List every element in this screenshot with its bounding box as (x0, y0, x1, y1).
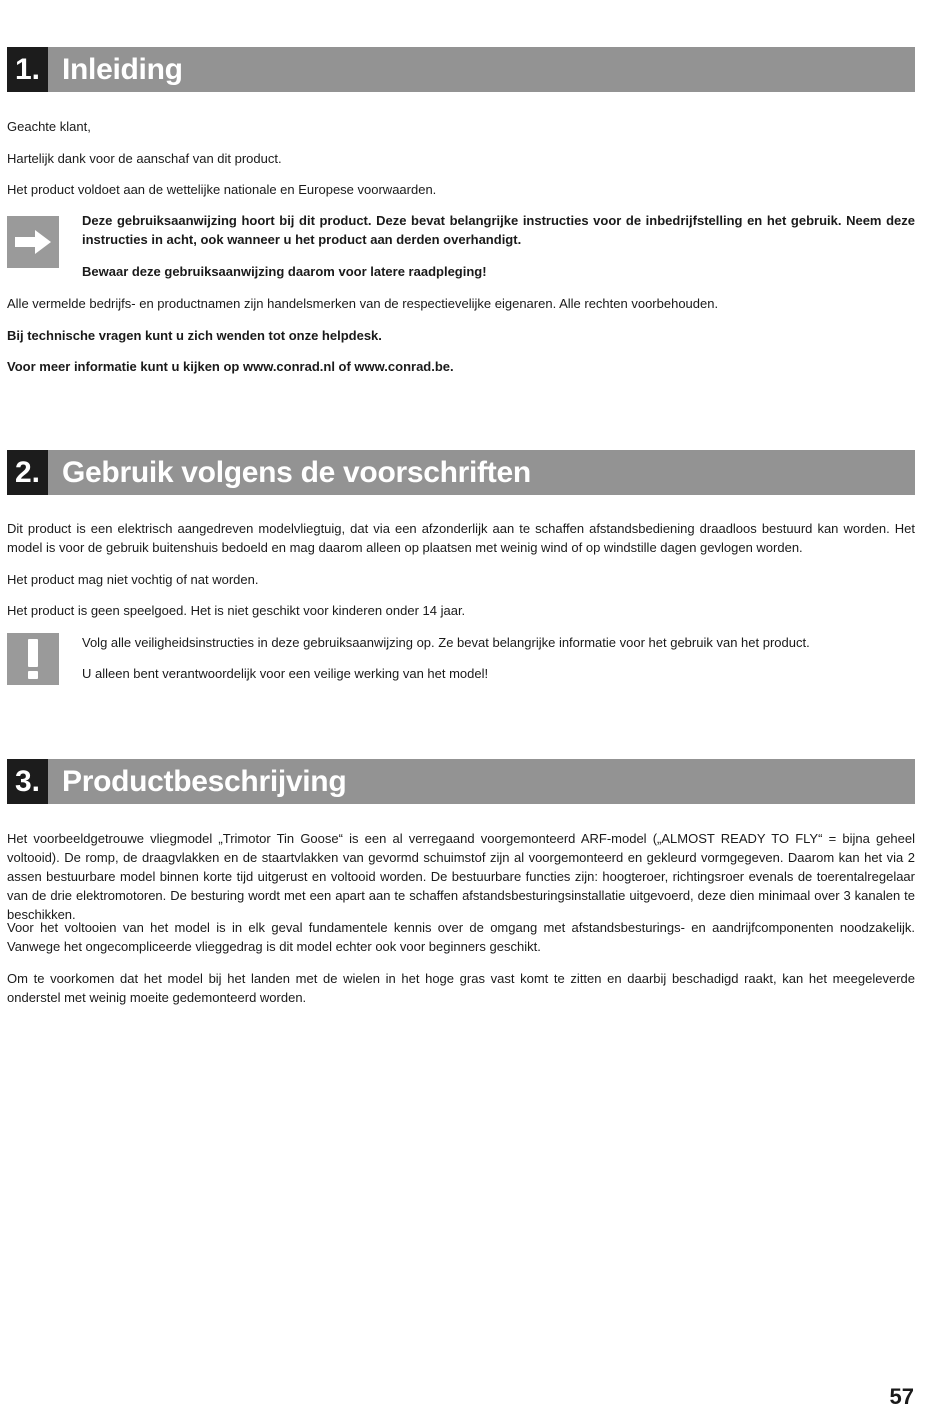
note-text-2: Bewaar deze gebruiksaanwijzing daarom voor latere raadpleging! (82, 264, 487, 279)
section-title: Gebruik volgens de voorschriften (48, 450, 915, 495)
section-number: 3. (7, 759, 48, 804)
section-header-inleiding (7, 47, 915, 92)
arrow-right-icon (7, 216, 59, 268)
thanks-text: Hartelijk dank voor de aanschaf van dit product. (7, 151, 282, 166)
note-text-1: Deze gebruiksaanwijzing hoort bij dit product. Deze bevat belangrijke instructies voor de inbedrijfstelling en het gebruik. Neem deze instructies in acht, ook wanneer u het product aan derden overhandigt. (82, 213, 915, 247)
section-number: 1. (7, 47, 48, 92)
section-header-gebruik (7, 450, 915, 495)
page-number: 57 (889, 1384, 914, 1409)
section-title: Inleiding (48, 47, 915, 92)
usage-paragraph-2: Het product mag niet vochtig of nat worden. (7, 572, 259, 587)
more-info-text: Voor meer informatie kunt u kijken op www.conrad.nl of www.conrad.be. (7, 359, 454, 374)
description-paragraph-1: Het voorbeeldgetrouwe vliegmodel „Trimotor Tin Goose“ is een al verregaand voorgemonteerd ARF-model („ALMOST READY TO FLY“ = bijna geheel voltooid). De romp, de draagvlakken en de staartvlakken van gevormd schuimstof zijn al voorgemonteerd en gekleurd vormgegeven. Daarom kan het via 2 assen bestuurbare model binnen korte tijd uitgerust en voltooid worden. De bestuurbare functies zijn: hoogteroer, richtingsroer evenals de toerentalregelaar van de drie elektromotoren. De besturing wordt met een apart aan te schaffen afstandsbesturingsinstallatie uitgevoerd, deze dien minimaal over 3 kanalen te beschikken. (7, 831, 915, 922)
usage-paragraph-1: Dit product is een elektrisch aangedreven modelvliegtuig, dat via een afzonderlijk aan te schaffen afstandsbediening draadloos bestuurd kan worden. Het model is voor de gebruik buitenshuis bedoeld en mag daarom alleen op plaatsen met weinig wind of op windstille dagen gevlogen worden. (7, 521, 915, 555)
compliance-text: Het product voldoet aan de wettelijke nationale en Europese voorwaarden. (7, 182, 437, 197)
helpdesk-text: Bij technische vragen kunt u zich wenden tot onze helpdesk. (7, 328, 382, 343)
section-header-productbeschrijving (7, 759, 915, 804)
warning-text-1: Volg alle veiligheidsinstructies in deze gebruiksaanwijzing op. Ze bevat belangrijke informatie voor het gebruik van het product. (82, 635, 810, 650)
section-title: Productbeschrijving (48, 759, 915, 804)
exclamation-icon (7, 633, 59, 685)
warning-text-2: U alleen bent verantwoordelijk voor een veilige werking van het model! (82, 666, 489, 681)
section-number: 2. (7, 450, 48, 495)
description-paragraph-2: Voor het voltooien van het model is in elk geval fundamentele kennis over de omgang met afstandsbesturings- en aandrijfcomponenten noodzakelijk. Vanwege het ongecompliceerde vlieggedrag is dit model echter ook voor beginners geschikt. (7, 920, 915, 954)
greeting: Geachte klant, (7, 119, 91, 134)
trademarks-text: Alle vermelde bedrijfs- en productnamen zijn handelsmerken van de respectievelijke eigenaren. Alle rechten voorbehouden. (7, 296, 719, 311)
usage-paragraph-3: Het product is geen speelgoed. Het is niet geschikt voor kinderen onder 14 jaar. (7, 603, 466, 618)
description-paragraph-3: Om te voorkomen dat het model bij het landen met de wielen in het hoge gras vast komt te zitten en daarbij beschadigd raakt, kan het meegeleverde onderstel met weinig moeite gedemonteerd worden. (7, 971, 915, 1005)
